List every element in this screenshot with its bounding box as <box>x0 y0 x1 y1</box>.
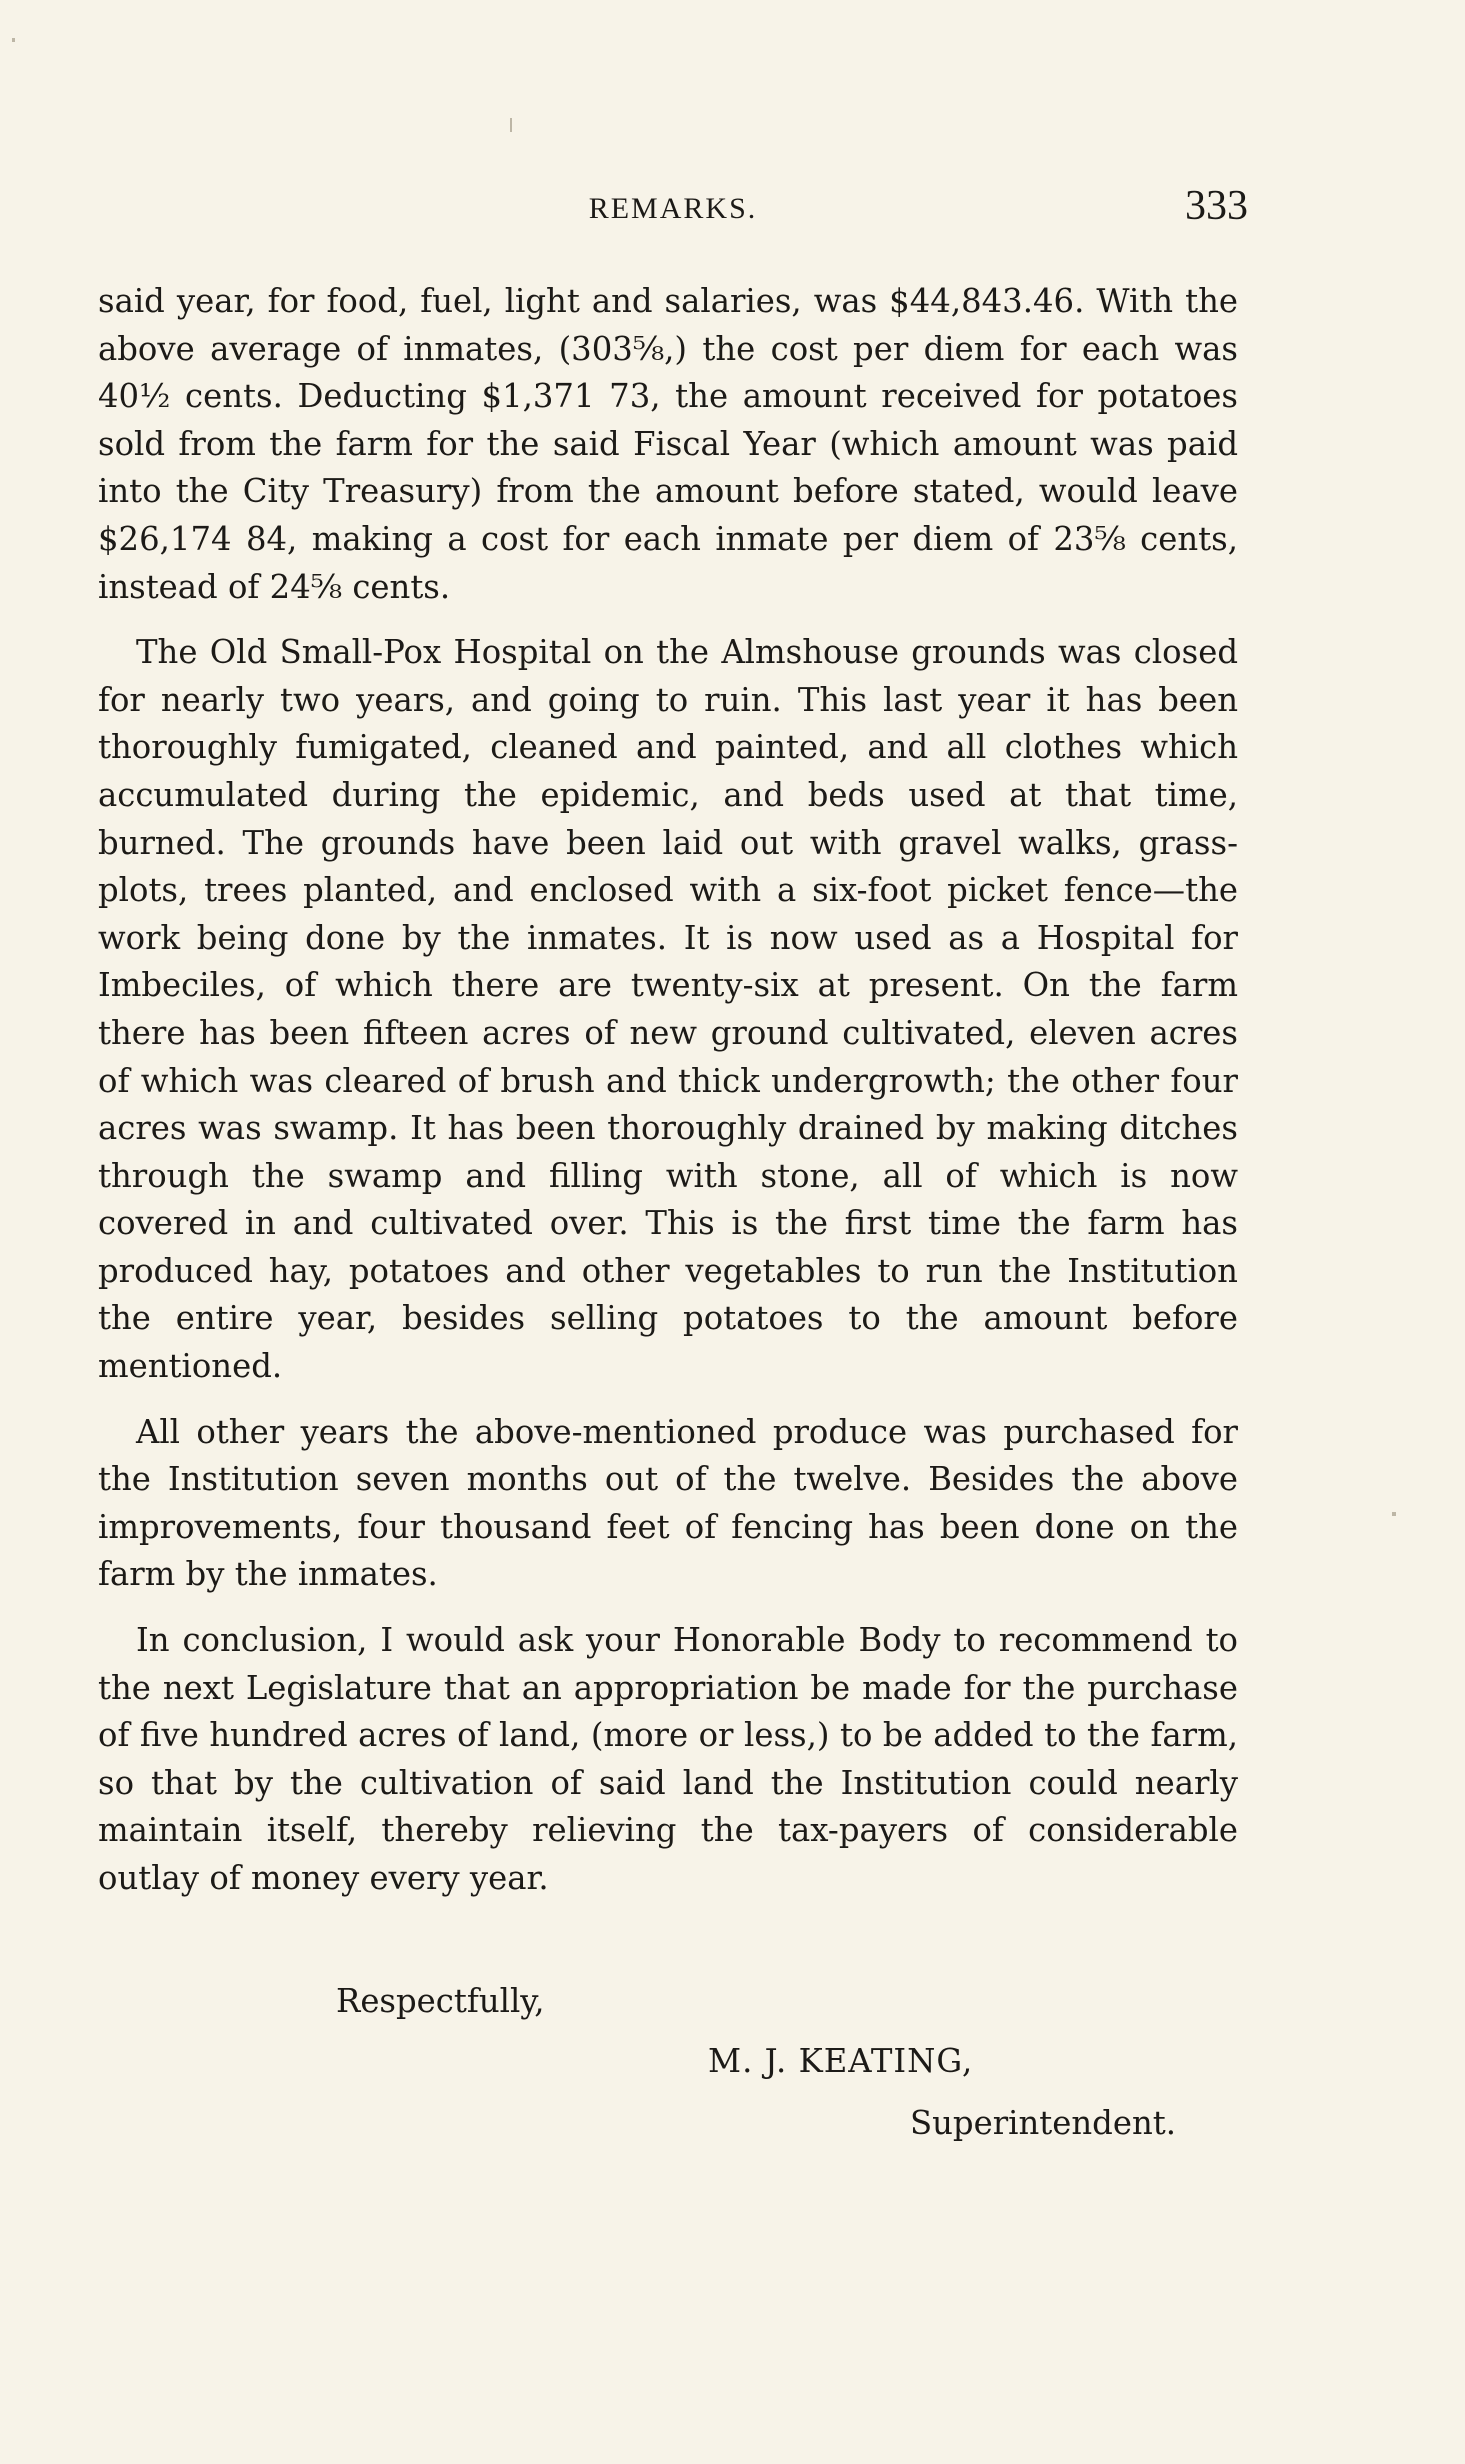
paragraph-produce: All other years the above-mentioned produce was purchased for the Institution seven months out of the twelve. Besides the above improvements, four thousand feet of fencing has been done on the farm by the inmates. <box>98 1412 1238 1594</box>
paragraph-cost-summary: said year, for food, fuel, light and salaries, was $44,843.46. With the above average of inmates, (303⅝,) the cost per diem for each was 40½ cents. Deducting $1,371 73, the amount received for potatoes sold from the farm for the said Fiscal Year (which amount was paid into the City Treasury) from the amount before stated, would leave $26,174 84, making a cost for each inmate per diem of 23⅝ cents, instead of 24⅝ cents. <box>98 282 1238 606</box>
signature-name: M. J. KEATING, <box>708 2042 974 2080</box>
body-text <box>98 278 1238 2142</box>
page-header <box>98 182 1248 242</box>
paper-speck <box>510 118 512 132</box>
paper-speck <box>12 38 15 42</box>
running-head: REMARKS. <box>588 192 758 225</box>
signature-title: Superintendent. <box>910 2104 1177 2142</box>
page-number: 333 <box>1185 183 1248 229</box>
paragraph-hospital-and-farm: The Old Small-Pox Hospital on the Almshouse grounds was closed for nearly two years, and going to ruin. This last year it has been thoroughly fumigated, cleaned and painted, and all clothes which accumulated during the epidemic, and beds used at that time, burned. The grounds have been laid out with gravel walks, grass-plots, trees planted, and enclosed with a six-foot picket fence—the work being done by the inmates. It is now used as a Hospital for Imbeciles, of which there are twenty-six at present. On the farm there has been fifteen acres of new ground cultivated, eleven acres of which was cleared of brush and thick undergrowth; the other four acres was swamp. It has been thoroughly drained by making ditches through the swamp and filling with stone, all of which is now covered in and cultivated over. This is the first time the farm has produced hay, potatoes and other vegetables to run the Institution the entire year, besides selling potatoes to the amount before mentioned. <box>98 633 1238 1386</box>
paragraph-conclusion: In conclusion, I would ask your Honorable Body to recommend to the next Legislature that an appropriation be made for the purchase of five hundred acres of land, (more or less,) to be added to the farm, so that by the cultivation of said land the Institution could nearly maintain itself, thereby relieving the tax-payers of considerable outlay of money every year. <box>98 1621 1238 1897</box>
paper-speck <box>1392 1512 1396 1516</box>
salutation: Respectfully, <box>336 1982 545 2020</box>
closing-block <box>98 1978 1238 2178</box>
